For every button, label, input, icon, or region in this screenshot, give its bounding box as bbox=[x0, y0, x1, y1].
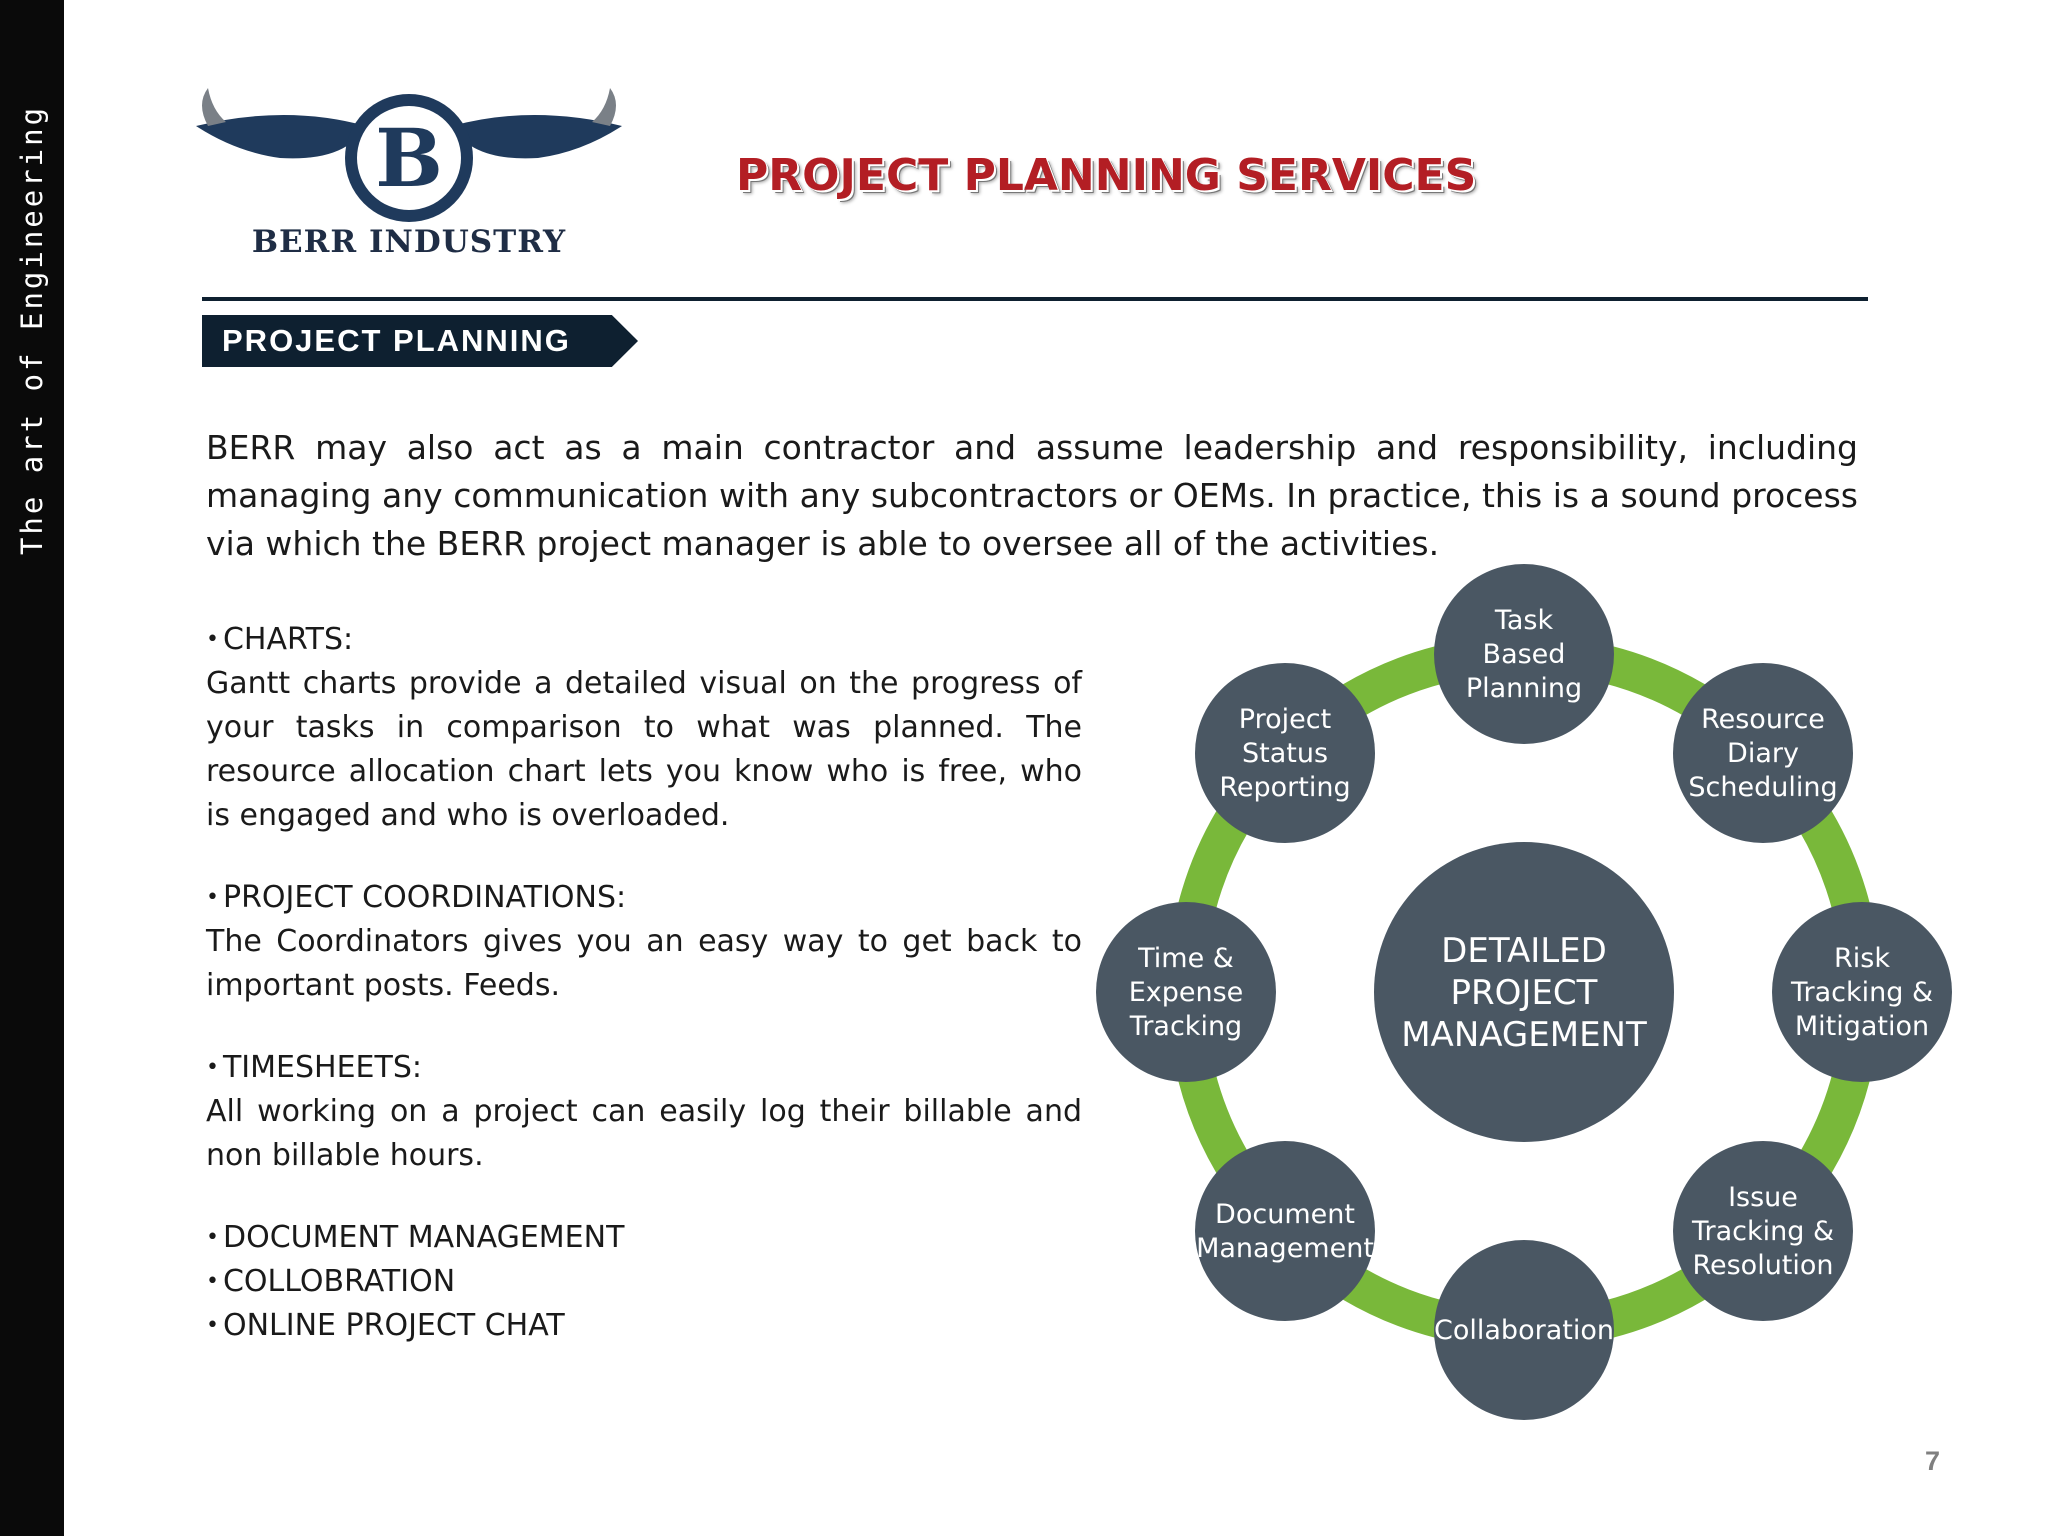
sidebar-tagline: The art of Engineering bbox=[15, 104, 49, 556]
diagram-node-label: Time & bbox=[1138, 943, 1234, 974]
bullet-heading-text: CHARTS: bbox=[222, 622, 354, 657]
intro-paragraph: BERR may also act as a main contractor and assume leadership and responsibility, including managing any communication with any subcontractors or OEMs. In practice, this is a sound process via which the BERR project manager is able to oversee all of the activities. bbox=[206, 428, 1858, 563]
bullet-heading bbox=[206, 618, 1082, 662]
diagram-node-label: Task bbox=[1494, 605, 1554, 636]
cycle-connector bbox=[1197, 1077, 1233, 1164]
diagram-node-label: Planning bbox=[1465, 673, 1583, 704]
cycle-connector bbox=[1815, 1077, 1851, 1164]
bullet-body: The Coordinators gives you an easy way to get back to important posts. Feeds. bbox=[206, 924, 1082, 1003]
bullet-item-coordinations bbox=[206, 876, 1082, 1008]
bullet-heading-text: TIMESHEETS: bbox=[222, 1050, 422, 1085]
diagram-node-label: Tracking bbox=[1129, 1011, 1243, 1042]
logo-horn-left bbox=[202, 88, 226, 126]
diagram-node-label: Tracking & bbox=[1790, 977, 1934, 1008]
diagram-node-label: Document bbox=[1215, 1199, 1355, 1230]
diagram-node bbox=[1195, 1141, 1375, 1321]
diagram-node-label: Based bbox=[1482, 639, 1566, 670]
diagram-node-label: Collaboration bbox=[1434, 1315, 1614, 1346]
logo-horn-right bbox=[592, 88, 616, 126]
diagram-node-label: Risk bbox=[1834, 943, 1890, 974]
diagram-node-label: Scheduling bbox=[1688, 772, 1838, 803]
bullet-line bbox=[206, 1260, 1082, 1304]
bullet-heading bbox=[206, 876, 1082, 920]
header-divider bbox=[202, 297, 1868, 301]
bullet-list bbox=[206, 618, 1082, 1386]
logo-letter: B bbox=[375, 111, 443, 205]
bullet-line-text: ONLINE PROJECT CHAT bbox=[222, 1308, 565, 1343]
bullet-dot-icon: • bbox=[206, 885, 219, 910]
bullet-heading-text: PROJECT COORDINATIONS: bbox=[222, 880, 627, 915]
diagram-node-label: Reporting bbox=[1219, 772, 1351, 803]
section-tag-label: PROJECT PLANNING bbox=[222, 323, 571, 358]
cycle-connector bbox=[1609, 1283, 1696, 1319]
diagram-node-label: Expense bbox=[1128, 977, 1244, 1008]
bullet-body: Gantt charts provide a detailed visual on the progress of your tasks in comparison to what was planned. The resource allocation chart lets you know who is free, who is engaged and who is overloaded. bbox=[206, 666, 1082, 833]
cycle-connector bbox=[1197, 821, 1233, 908]
cycle-connector bbox=[1815, 821, 1851, 908]
diagram-node-label: Diary bbox=[1727, 738, 1799, 769]
bullet-heading bbox=[206, 1046, 1082, 1090]
bullet-dot-icon: • bbox=[206, 1313, 219, 1338]
diagram-node-label: Management bbox=[1196, 1233, 1374, 1264]
bullet-item-charts bbox=[206, 618, 1082, 838]
diagram-node-label: Project bbox=[1238, 704, 1332, 735]
diagram-center-label: MANAGEMENT bbox=[1401, 1015, 1647, 1055]
bullet-line-text: DOCUMENT MANAGEMENT bbox=[222, 1220, 625, 1255]
cycle-connector bbox=[1353, 665, 1440, 701]
diagram-node-label: Issue bbox=[1728, 1182, 1798, 1213]
diagram-node-label: Resolution bbox=[1692, 1250, 1834, 1281]
bullet-line bbox=[206, 1216, 1082, 1260]
diagram-center-label: PROJECT bbox=[1450, 973, 1598, 1013]
bullet-line bbox=[206, 1304, 1082, 1348]
bullet-item-timesheets bbox=[206, 1046, 1082, 1178]
bullet-body: All working on a project can easily log their billable and non billable hours. bbox=[206, 1094, 1082, 1173]
project-management-cycle-diagram bbox=[1090, 560, 1970, 1420]
cycle-connector bbox=[1353, 1283, 1440, 1319]
bullet-dot-icon: • bbox=[206, 1055, 219, 1080]
bullet-dot-icon: • bbox=[206, 1269, 219, 1294]
diagram-center-label: DETAILED bbox=[1441, 931, 1607, 971]
diagram-node-label: Resource bbox=[1701, 704, 1825, 735]
bullet-dot-icon: • bbox=[206, 627, 219, 652]
bullet-dot-icon: • bbox=[206, 1225, 219, 1250]
diagram-node-label: Mitigation bbox=[1794, 1011, 1930, 1042]
diagram-node-label: Tracking & bbox=[1691, 1216, 1835, 1247]
logo-company-name: BERR INDUSTRY bbox=[251, 224, 567, 260]
diagram-node-label: Status bbox=[1241, 738, 1329, 769]
bullet-line-text: COLLOBRATION bbox=[222, 1264, 456, 1299]
bullet-item-extras bbox=[206, 1216, 1082, 1348]
cycle-connector bbox=[1609, 665, 1696, 701]
page-number: 7 bbox=[1924, 1446, 1940, 1476]
page-title: PROJECT PLANNING SERVICES bbox=[736, 150, 1477, 201]
